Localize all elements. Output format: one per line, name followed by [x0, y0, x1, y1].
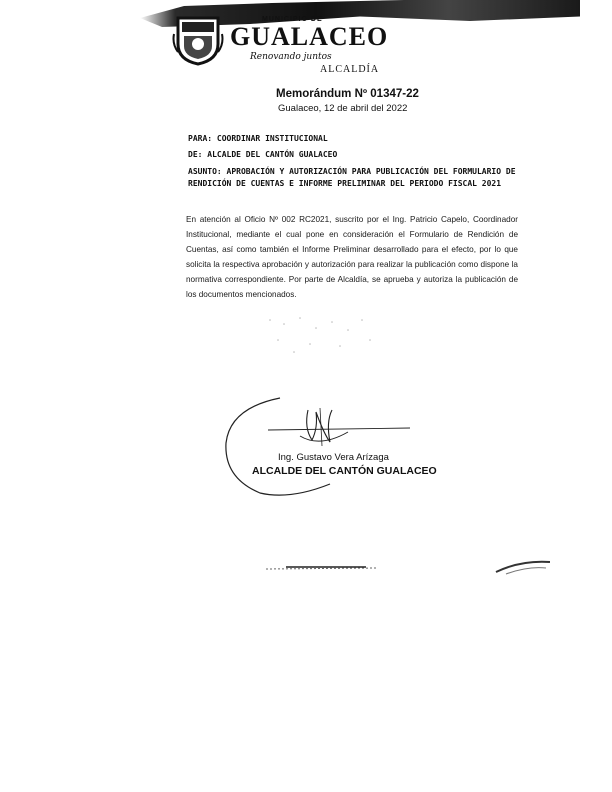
memo-number: Memorándum Nº 01347-22	[276, 88, 419, 100]
department-title: ALCALDÍA	[320, 64, 380, 75]
footer-band	[266, 556, 550, 580]
faint-stamp	[250, 310, 400, 360]
motto: Renovando juntos	[250, 52, 332, 62]
asunto-field: ASUNTO: APROBACIÓN Y AUTORIZACIÓN PARA PUBLICACIÓN DEL FORMULARIO DE RENDICIÓN DE CUENTAS E INFORME PRELIMINAR DEL PERIODO FISCAL 2021	[188, 167, 516, 188]
signer-title: ALCALDE DEL CANTÓN GUALACEO	[252, 465, 437, 477]
memo-date: Gualaceo, 12 de abril del 2022	[278, 103, 408, 114]
body-paragraph: En atención al Oficio Nº 002 RC2021, suscrito por el Ing. Patricio Capelo, Coordinador Institucional, mediante el cual pone en consideración el Formulario de Rendición de Cuentas, así como también el Informe Preliminar desarrollado para el efecto, por lo que solicita la respectiva aprobación y autorización para realizar la publicación como dispone la normativa correspondiente. Por parte de Alcaldía, se aprueba y autoriza la publicación de los documentos mencionados.	[186, 215, 518, 299]
municipality-label: MUNICIPIO DE	[262, 16, 323, 23]
de-field: DE: ALCALDE DEL CANTÓN GUALACEO	[188, 150, 338, 159]
signer-name: Ing. Gustavo Vera Arízaga	[278, 452, 389, 463]
handwritten-signature	[220, 388, 420, 503]
city-name: GUALACEO	[230, 22, 389, 51]
para-field: PARA: COORDINAR INSTITUCIONAL	[188, 134, 328, 143]
municipal-seal-icon	[172, 14, 224, 66]
